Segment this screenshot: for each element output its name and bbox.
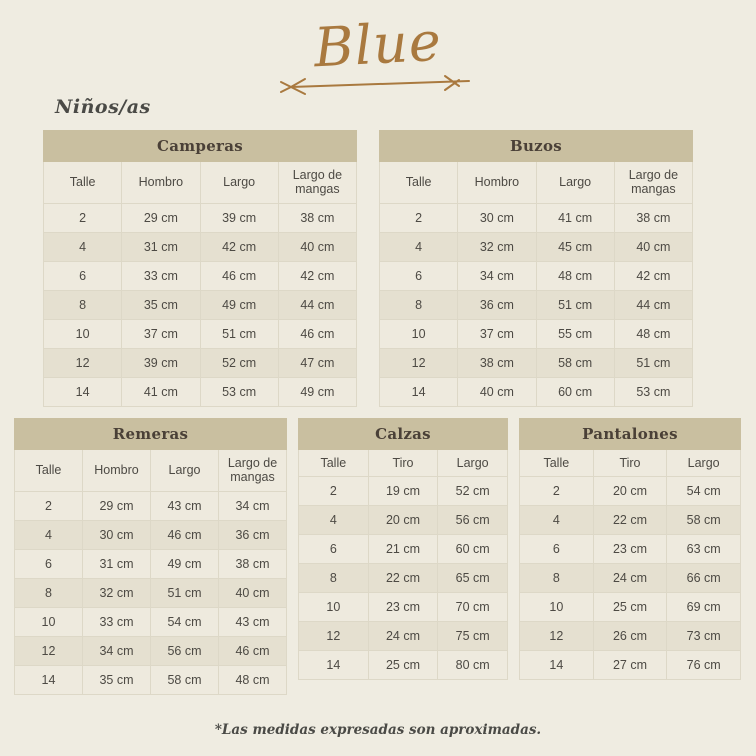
cell: 2 (299, 477, 369, 506)
cell: 38 cm (458, 348, 536, 377)
table-row (380, 377, 693, 406)
cell: 42 cm (278, 261, 356, 290)
cell: 65 cm (438, 564, 508, 593)
table-row (44, 377, 357, 406)
table-caption: Calzas (299, 419, 508, 450)
cell: 23 cm (368, 593, 438, 622)
table-caption: Remeras (15, 419, 287, 450)
cell: 52 cm (200, 348, 278, 377)
cell: 53 cm (614, 377, 692, 406)
cell: 38 cm (614, 203, 692, 232)
cell: 35 cm (122, 290, 200, 319)
cell: 22 cm (593, 506, 667, 535)
cell: 12 (44, 348, 122, 377)
cell: 54 cm (151, 607, 219, 636)
cell: 40 cm (219, 578, 287, 607)
table-row (299, 564, 508, 593)
table-header-row (520, 450, 741, 477)
column-header: Largo (536, 162, 614, 204)
cell: 25 cm (368, 651, 438, 680)
cell: 30 cm (458, 203, 536, 232)
cell: 44 cm (278, 290, 356, 319)
cell: 41 cm (536, 203, 614, 232)
table-row (44, 203, 357, 232)
cell: 6 (15, 549, 83, 578)
table-row (380, 232, 693, 261)
cell: 6 (44, 261, 122, 290)
cell: 10 (44, 319, 122, 348)
cell: 26 cm (593, 622, 667, 651)
table-header-row (44, 162, 357, 204)
table-row (520, 535, 741, 564)
cell: 23 cm (593, 535, 667, 564)
size-table-calzas (298, 418, 508, 680)
cell: 10 (520, 593, 594, 622)
cell: 60 cm (438, 535, 508, 564)
column-header: Talle (520, 450, 594, 477)
column-header: Tiro (368, 450, 438, 477)
cell: 37 cm (458, 319, 536, 348)
cell: 48 cm (536, 261, 614, 290)
cell: 30 cm (83, 520, 151, 549)
column-header: Hombro (458, 162, 536, 204)
cell: 35 cm (83, 665, 151, 694)
cell: 14 (520, 651, 594, 680)
column-header: Talle (380, 162, 458, 204)
cell: 4 (299, 506, 369, 535)
cell: 14 (299, 651, 369, 680)
cell: 4 (15, 520, 83, 549)
table-row (520, 622, 741, 651)
cell: 63 cm (667, 535, 741, 564)
table-row (44, 290, 357, 319)
cell: 14 (380, 377, 458, 406)
cell: 24 cm (368, 622, 438, 651)
cell: 20 cm (368, 506, 438, 535)
table-caption: Pantalones (520, 419, 741, 450)
cell: 49 cm (278, 377, 356, 406)
table-row (44, 319, 357, 348)
cell: 69 cm (667, 593, 741, 622)
column-header: Largo (200, 162, 278, 204)
cell: 47 cm (278, 348, 356, 377)
cell: 70 cm (438, 593, 508, 622)
brand-name: Blue (312, 9, 444, 80)
cell: 34 cm (458, 261, 536, 290)
column-header: Hombro (122, 162, 200, 204)
cell: 8 (44, 290, 122, 319)
page-title: Niños/as (55, 96, 151, 118)
table-row (380, 290, 693, 319)
cell: 10 (15, 607, 83, 636)
column-header: Largo de mangas (219, 450, 287, 492)
cell: 37 cm (122, 319, 200, 348)
cell: 54 cm (667, 477, 741, 506)
table-row (299, 506, 508, 535)
column-header: Largo de mangas (614, 162, 692, 204)
column-header: Largo (151, 450, 219, 492)
cell: 40 cm (458, 377, 536, 406)
cell: 12 (520, 622, 594, 651)
cell: 29 cm (83, 491, 151, 520)
table-row (15, 549, 287, 578)
cell: 80 cm (438, 651, 508, 680)
cell: 43 cm (219, 607, 287, 636)
table-caption: Buzos (380, 131, 693, 162)
cell: 46 cm (278, 319, 356, 348)
cell: 6 (520, 535, 594, 564)
cell: 22 cm (368, 564, 438, 593)
cell: 24 cm (593, 564, 667, 593)
cell: 25 cm (593, 593, 667, 622)
table-row (520, 651, 741, 680)
cell: 39 cm (122, 348, 200, 377)
table-row (380, 203, 693, 232)
cell: 46 cm (219, 636, 287, 665)
cell: 27 cm (593, 651, 667, 680)
cell: 2 (44, 203, 122, 232)
cell: 4 (380, 232, 458, 261)
cell: 31 cm (83, 549, 151, 578)
cell: 42 cm (200, 232, 278, 261)
cell: 4 (44, 232, 122, 261)
cell: 48 cm (219, 665, 287, 694)
cell: 58 cm (667, 506, 741, 535)
cell: 12 (380, 348, 458, 377)
table-row (299, 593, 508, 622)
footnote: *Las medidas expresadas son aproximadas. (214, 722, 542, 738)
table-row (15, 607, 287, 636)
size-table-camperas (43, 130, 357, 407)
cell: 60 cm (536, 377, 614, 406)
cell: 33 cm (83, 607, 151, 636)
cell: 12 (299, 622, 369, 651)
cell: 14 (15, 665, 83, 694)
table-row (380, 348, 693, 377)
brand-logo (0, 9, 756, 101)
column-header: Largo (438, 450, 508, 477)
cell: 6 (380, 261, 458, 290)
table-row (15, 578, 287, 607)
table-header-row (299, 450, 508, 477)
cell: 2 (15, 491, 83, 520)
cell: 6 (299, 535, 369, 564)
cell: 39 cm (200, 203, 278, 232)
table-row (44, 261, 357, 290)
cell: 2 (380, 203, 458, 232)
cell: 44 cm (614, 290, 692, 319)
table-row (380, 261, 693, 290)
table-row (15, 491, 287, 520)
size-table-pantalones (519, 418, 741, 680)
table-row (15, 636, 287, 665)
cell: 49 cm (200, 290, 278, 319)
cell: 46 cm (151, 520, 219, 549)
table-row (520, 506, 741, 535)
cell: 48 cm (614, 319, 692, 348)
cell: 38 cm (278, 203, 356, 232)
cell: 10 (299, 593, 369, 622)
cell: 51 cm (536, 290, 614, 319)
cell: 56 cm (151, 636, 219, 665)
cell: 58 cm (151, 665, 219, 694)
cell: 34 cm (219, 491, 287, 520)
cell: 51 cm (614, 348, 692, 377)
cell: 36 cm (458, 290, 536, 319)
cell: 8 (299, 564, 369, 593)
cell: 8 (520, 564, 594, 593)
cell: 73 cm (667, 622, 741, 651)
cell: 36 cm (219, 520, 287, 549)
table-row (15, 520, 287, 549)
table-row (44, 232, 357, 261)
cell: 56 cm (438, 506, 508, 535)
column-header: Largo (667, 450, 741, 477)
cell: 10 (380, 319, 458, 348)
table-row (44, 348, 357, 377)
cell: 40 cm (278, 232, 356, 261)
table-caption: Camperas (44, 131, 357, 162)
cell: 58 cm (536, 348, 614, 377)
table-header-row (380, 162, 693, 204)
cell: 2 (520, 477, 594, 506)
cell: 8 (380, 290, 458, 319)
cell: 41 cm (122, 377, 200, 406)
column-header: Largo de mangas (278, 162, 356, 204)
cell: 51 cm (151, 578, 219, 607)
cell: 46 cm (200, 261, 278, 290)
table-row (380, 319, 693, 348)
cell: 14 (44, 377, 122, 406)
cell: 43 cm (151, 491, 219, 520)
cell: 31 cm (122, 232, 200, 261)
cell: 42 cm (614, 261, 692, 290)
table-row (520, 477, 741, 506)
table-header-row (15, 450, 287, 492)
column-header: Talle (44, 162, 122, 204)
cell: 21 cm (368, 535, 438, 564)
size-table-buzos (379, 130, 693, 407)
table-row (15, 665, 287, 694)
table-row (520, 564, 741, 593)
cell: 40 cm (614, 232, 692, 261)
column-header: Talle (15, 450, 83, 492)
cell: 49 cm (151, 549, 219, 578)
cell: 45 cm (536, 232, 614, 261)
cell: 29 cm (122, 203, 200, 232)
cell: 55 cm (536, 319, 614, 348)
cell: 32 cm (458, 232, 536, 261)
table-row (520, 593, 741, 622)
cell: 12 (15, 636, 83, 665)
table-row (299, 535, 508, 564)
table-row (299, 651, 508, 680)
cell: 32 cm (83, 578, 151, 607)
cell: 19 cm (368, 477, 438, 506)
cell: 4 (520, 506, 594, 535)
cell: 53 cm (200, 377, 278, 406)
cell: 51 cm (200, 319, 278, 348)
table-row (299, 622, 508, 651)
cell: 75 cm (438, 622, 508, 651)
column-header: Hombro (83, 450, 151, 492)
cell: 8 (15, 578, 83, 607)
cell: 20 cm (593, 477, 667, 506)
size-table-remeras (14, 418, 287, 695)
column-header: Tiro (593, 450, 667, 477)
cell: 38 cm (219, 549, 287, 578)
cell: 76 cm (667, 651, 741, 680)
cell: 33 cm (122, 261, 200, 290)
cell: 66 cm (667, 564, 741, 593)
column-header: Talle (299, 450, 369, 477)
table-row (299, 477, 508, 506)
cell: 34 cm (83, 636, 151, 665)
cell: 52 cm (438, 477, 508, 506)
